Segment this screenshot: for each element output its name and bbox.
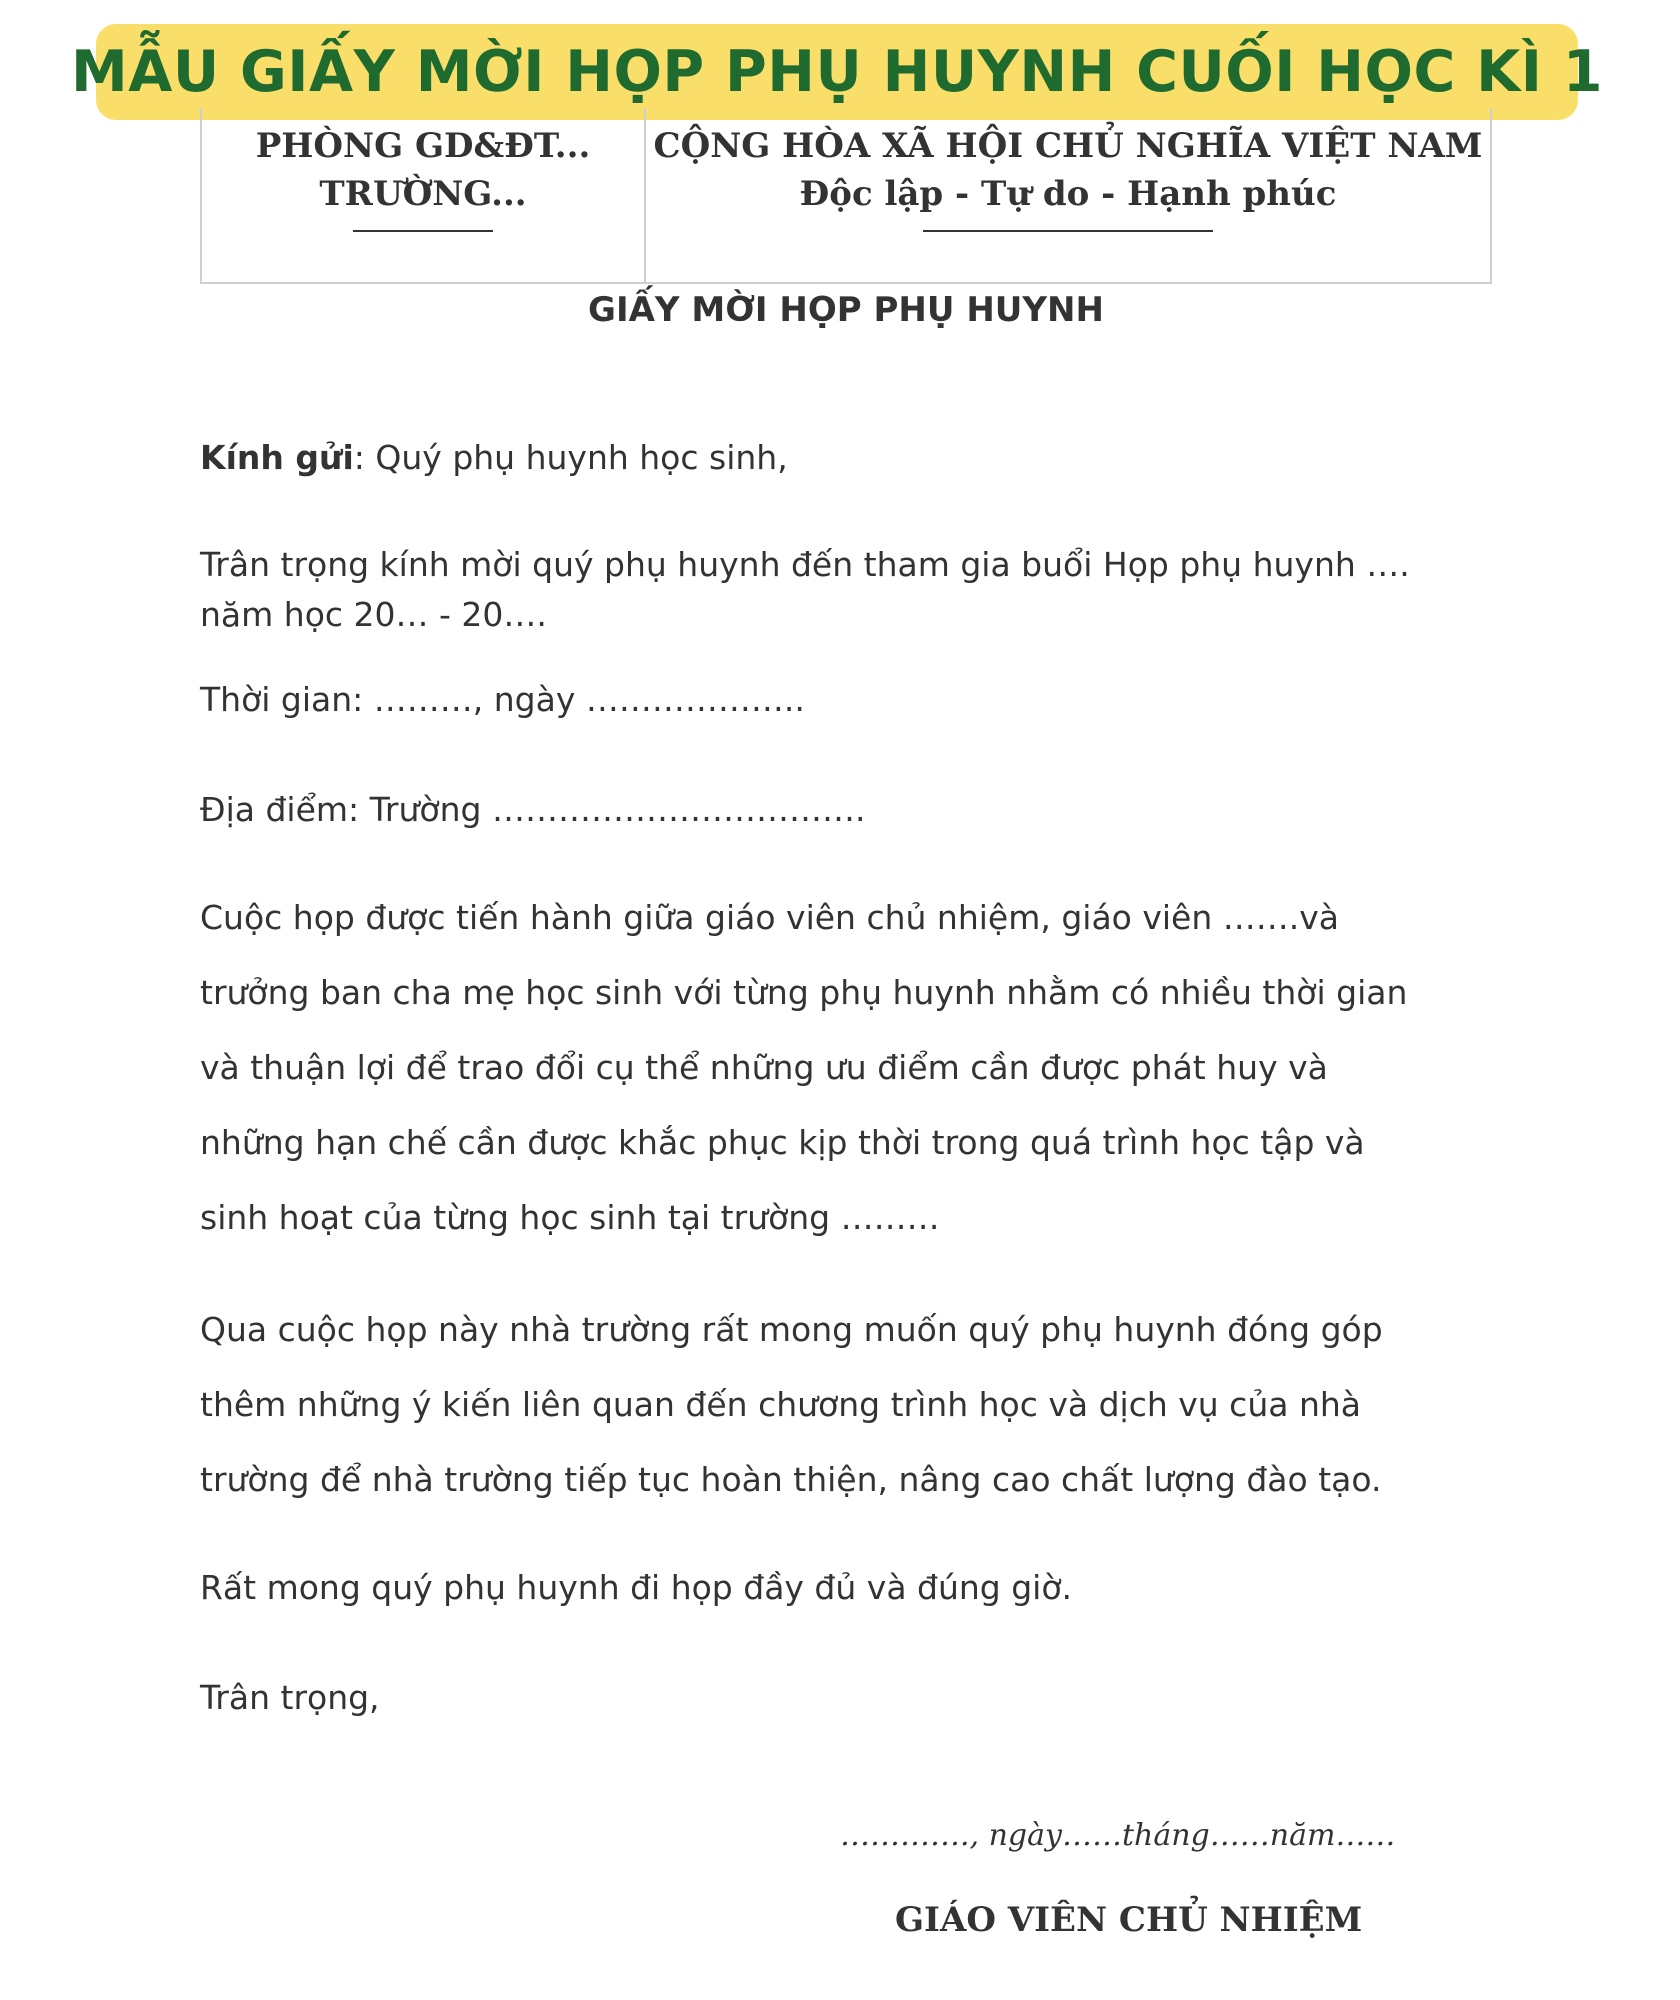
paragraph2-line-2: thêm những ý kiến liên quan đến chương trình học và dịch vụ của nhà	[200, 1385, 1361, 1424]
body-paragraph-1	[200, 880, 1407, 1255]
document-title: GIẤY MỜI HỌP PHỤ HUYNH	[588, 290, 1104, 330]
header-right-cell	[646, 108, 1490, 282]
national-name: CỘNG HÒA XÃ HỘI CHỦ NGHĨA VIỆT NAM	[653, 126, 1483, 166]
greeting	[200, 434, 788, 482]
meeting-place: Địa điểm: Trường …………………………….	[200, 790, 866, 829]
invite-line-1: Trân trọng kính mời quý phụ huynh đến tham gia buổi Họp phụ huynh ….	[200, 545, 1410, 584]
department-name: PHÒNG GD&ĐT...	[255, 126, 591, 166]
closing-request: Rất mong quý phụ huynh đi họp đầy đủ và đúng giờ.	[200, 1568, 1073, 1607]
document-header	[200, 108, 1492, 284]
paragraph1-line-3: và thuận lợi để trao đổi cụ thể những ưu điểm cần được phát huy và	[200, 1048, 1328, 1087]
closing: Trân trọng,	[200, 1678, 380, 1717]
body-paragraph-2	[200, 1292, 1383, 1517]
invite-line-2: năm học 20… - 20….	[200, 595, 547, 634]
paragraph1-line-1: Cuộc họp được tiến hành giữa giáo viên chủ nhiệm, giáo viên …….và	[200, 898, 1339, 937]
meeting-time: Thời gian: ………, ngày ………………..	[200, 680, 805, 719]
paragraph1-line-5: sinh hoạt của từng học sinh tại trường ………	[200, 1198, 940, 1237]
greeting-label: Kính gửi	[200, 438, 354, 477]
header-right-rule	[923, 230, 1213, 232]
paragraph1-line-2: trưởng ban cha mẹ học sinh với từng phụ huynh nhằm có nhiều thời gian	[200, 973, 1408, 1012]
signer-title: GIÁO VIÊN CHỦ NHIỆM	[895, 1900, 1363, 1940]
school-name: TRƯỜNG...	[319, 174, 527, 214]
title-banner	[71, 24, 1604, 120]
paragraph2-line-1: Qua cuộc họp này nhà trường rất mong muốn quý phụ huynh đóng góp	[200, 1310, 1383, 1349]
header-left-cell	[202, 108, 646, 282]
greeting-text: : Quý phụ huynh học sinh,	[353, 438, 788, 477]
signature-date-line: …………., ngày……tháng……năm……	[840, 1818, 1396, 1853]
header-left-rule	[353, 230, 493, 232]
banner-title: MẪU GIẤY MỜI HỌP PHỤ HUYNH CUỐI HỌC KÌ 1	[71, 39, 1604, 105]
national-motto: Độc lập - Tự do - Hạnh phúc	[799, 174, 1337, 214]
paragraph1-line-4: những hạn chế cần được khắc phục kịp thời trong quá trình học tập và	[200, 1123, 1365, 1162]
invite-paragraph	[200, 540, 1410, 640]
paragraph2-line-3: trường để nhà trường tiếp tục hoàn thiện, nâng cao chất lượng đào tạo.	[200, 1460, 1382, 1499]
